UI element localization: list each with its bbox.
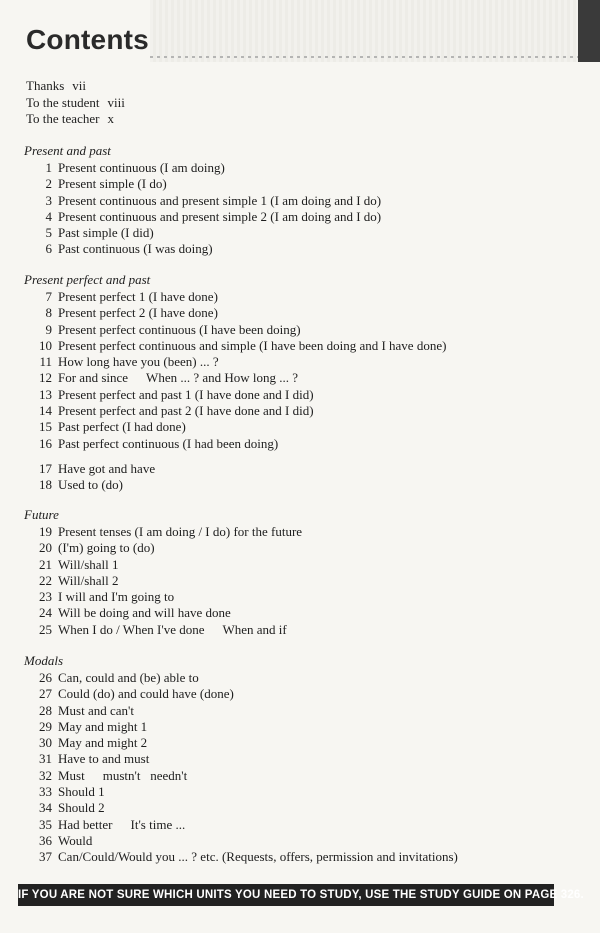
unit-number: 32 bbox=[39, 767, 52, 783]
unit-number: 7 bbox=[45, 289, 52, 304]
unit-title-extra: When ... ? and How long ... ? bbox=[146, 370, 299, 386]
unit-title: Will/shall 2 bbox=[58, 572, 119, 588]
unit-number: 22 bbox=[39, 572, 52, 588]
front-matter-label: To the teacher bbox=[26, 111, 100, 126]
unit-number: 12 bbox=[39, 370, 52, 386]
unit-item[interactable] bbox=[24, 849, 458, 865]
unit-title: Past continuous (I was doing) bbox=[58, 241, 213, 257]
unit-number: 11 bbox=[39, 354, 52, 370]
unit-number: 1 bbox=[45, 160, 52, 175]
unit-title: Should 1 bbox=[58, 784, 105, 800]
unit-item[interactable] bbox=[24, 354, 446, 370]
unit-title: May and might 2 bbox=[58, 735, 148, 751]
front-matter-item[interactable] bbox=[26, 95, 125, 112]
unit-item[interactable] bbox=[24, 817, 458, 833]
unit-title-extra: mustn't needn't bbox=[102, 767, 188, 783]
unit-number: 17 bbox=[39, 460, 52, 476]
unit-item[interactable] bbox=[24, 573, 302, 589]
unit-title: Past perfect continuous (I had been doing) bbox=[58, 435, 279, 451]
front-matter-page: x bbox=[107, 111, 114, 126]
unit-item[interactable] bbox=[24, 719, 458, 735]
unit-number: 5 bbox=[45, 225, 52, 241]
unit-item[interactable] bbox=[24, 338, 446, 354]
unit-title: Present perfect 2 (I have done) bbox=[58, 305, 218, 321]
unit-number: 13 bbox=[39, 386, 52, 402]
unit-title-extra: It's time ... bbox=[130, 816, 186, 832]
section-heading: Future bbox=[24, 507, 59, 522]
front-matter-label: To the student bbox=[26, 94, 100, 110]
unit-number: 34 bbox=[39, 800, 52, 816]
unit-item[interactable] bbox=[24, 289, 446, 305]
study-guide-banner: IF YOU ARE NOT SURE WHICH UNITS YOU NEED TO STUDY, USE THE STUDY GUIDE ON PAGE 326. bbox=[18, 884, 554, 906]
unit-item[interactable] bbox=[24, 160, 381, 176]
unit-title: Present tenses (I am doing / I do) for the future bbox=[58, 524, 303, 539]
unit-item[interactable] bbox=[24, 605, 302, 621]
unit-title: Past simple (I did) bbox=[58, 225, 154, 241]
unit-item[interactable] bbox=[24, 540, 302, 556]
unit-item[interactable] bbox=[24, 225, 381, 241]
unit-number: 25 bbox=[39, 621, 52, 637]
unit-item[interactable] bbox=[24, 419, 446, 435]
unit-number: 18 bbox=[39, 477, 52, 493]
unit-title: Used to (do) bbox=[58, 477, 123, 493]
unit-number: 27 bbox=[39, 686, 52, 702]
unit-number: 33 bbox=[39, 784, 52, 800]
unit-item[interactable] bbox=[24, 370, 446, 386]
unit-item[interactable] bbox=[24, 703, 458, 719]
unit-title: Will/shall 1 bbox=[58, 556, 119, 572]
unit-title: Present perfect and past 1 (I have done and I did) bbox=[58, 386, 314, 402]
unit-item[interactable] bbox=[24, 735, 458, 751]
unit-title: Present simple (I do) bbox=[58, 176, 167, 192]
unit-title: For and since bbox=[58, 370, 129, 386]
unit-item[interactable] bbox=[24, 622, 302, 638]
unit-number: 31 bbox=[39, 751, 52, 767]
section-heading: Present perfect and past bbox=[24, 272, 151, 287]
unit-number: 29 bbox=[39, 718, 52, 734]
unit-title: Present perfect and past 2 (I have done and I did) bbox=[58, 403, 314, 419]
header-texture bbox=[150, 0, 580, 62]
unit-number: 14 bbox=[39, 403, 52, 419]
unit-item[interactable] bbox=[24, 387, 446, 403]
unit-number: 6 bbox=[45, 241, 52, 257]
front-matter-page: viii bbox=[107, 94, 125, 110]
unit-title: Present continuous and present simple 2 (I am doing and I do) bbox=[58, 208, 382, 224]
front-matter-list bbox=[26, 78, 125, 128]
unit-item[interactable] bbox=[24, 436, 446, 452]
unit-number: 3 bbox=[45, 192, 52, 208]
unit-number: 8 bbox=[45, 305, 52, 321]
unit-item[interactable] bbox=[24, 322, 446, 338]
unit-item[interactable] bbox=[24, 800, 458, 816]
unit-title: May and might 1 bbox=[58, 718, 148, 734]
unit-title: Will be doing and will have done bbox=[58, 605, 231, 621]
unit-title: Should 2 bbox=[58, 800, 105, 816]
unit-title: Past perfect (I had done) bbox=[58, 419, 186, 435]
unit-item[interactable] bbox=[24, 305, 446, 321]
unit-title: I will and I'm going to bbox=[58, 589, 175, 605]
unit-item[interactable] bbox=[24, 176, 381, 192]
unit-title: Would bbox=[58, 832, 93, 848]
unit-item[interactable] bbox=[24, 461, 446, 477]
unit-number: 37 bbox=[39, 849, 52, 865]
unit-number: 2 bbox=[45, 176, 52, 192]
unit-number: 28 bbox=[39, 702, 52, 718]
unit-number: 15 bbox=[39, 419, 52, 435]
front-matter-item[interactable] bbox=[26, 78, 125, 95]
unit-title: Present perfect continuous (I have been doing) bbox=[58, 321, 301, 337]
unit-title: Present continuous and present simple 1 (I am doing and I do) bbox=[58, 192, 382, 208]
unit-item[interactable] bbox=[24, 670, 458, 686]
unit-item[interactable] bbox=[24, 477, 446, 493]
unit-item[interactable] bbox=[24, 557, 302, 573]
unit-item[interactable] bbox=[24, 241, 381, 257]
unit-number: 20 bbox=[39, 540, 52, 556]
unit-title: (I'm) going to (do) bbox=[58, 540, 155, 556]
front-matter-page: vii bbox=[72, 78, 87, 93]
unit-item[interactable] bbox=[24, 589, 302, 605]
unit-item[interactable] bbox=[24, 784, 458, 800]
unit-number: 9 bbox=[45, 321, 52, 337]
unit-title: Had better bbox=[58, 816, 113, 832]
page-title: Contents bbox=[26, 24, 149, 55]
unit-title-extra: When and if bbox=[222, 621, 287, 637]
unit-number: 24 bbox=[39, 605, 52, 621]
unit-number: 23 bbox=[39, 589, 52, 605]
corner-tab bbox=[578, 0, 600, 62]
unit-title: Can/Could/Would you ... ? etc. (Requests, offers, permission and invitations) bbox=[58, 849, 458, 865]
section-future bbox=[24, 507, 302, 638]
unit-title: How long have you (been) ... ? bbox=[58, 354, 219, 370]
unit-item[interactable] bbox=[24, 524, 302, 540]
unit-number: 35 bbox=[39, 816, 52, 832]
unit-title: Present continuous (I am doing) bbox=[58, 160, 225, 175]
unit-title: Present perfect 1 (I have done) bbox=[58, 289, 218, 304]
unit-item[interactable] bbox=[24, 209, 381, 225]
unit-title: Must bbox=[58, 767, 85, 783]
section-present-perfect-and-past bbox=[24, 272, 446, 494]
section-modals bbox=[24, 653, 458, 866]
unit-title: When I do / When I've done bbox=[58, 621, 205, 637]
unit-item[interactable] bbox=[24, 686, 458, 702]
unit-item[interactable] bbox=[24, 768, 458, 784]
unit-title: Can, could and (be) able to bbox=[58, 670, 199, 685]
unit-number: 19 bbox=[39, 524, 52, 539]
front-matter-item[interactable] bbox=[26, 111, 125, 128]
unit-item[interactable] bbox=[24, 403, 446, 419]
unit-title: Have got and have bbox=[58, 460, 156, 476]
unit-number: 4 bbox=[45, 208, 52, 224]
header-dashed-rule bbox=[150, 56, 580, 58]
section-present-and-past bbox=[24, 143, 381, 258]
front-matter-label: Thanks bbox=[26, 78, 65, 93]
unit-item[interactable] bbox=[24, 751, 458, 767]
unit-title: Could (do) and could have (done) bbox=[58, 686, 234, 702]
unit-number: 30 bbox=[39, 735, 52, 751]
section-heading: Present and past bbox=[24, 143, 111, 158]
section-heading: Modals bbox=[24, 653, 63, 668]
unit-title: Have to and must bbox=[58, 751, 150, 767]
unit-item[interactable] bbox=[24, 833, 458, 849]
unit-number: 21 bbox=[39, 556, 52, 572]
unit-item[interactable] bbox=[24, 193, 381, 209]
unit-number: 16 bbox=[39, 435, 52, 451]
unit-number: 26 bbox=[39, 670, 52, 685]
unit-title: Present perfect continuous and simple (I have been doing and I have done) bbox=[58, 337, 447, 353]
unit-number: 36 bbox=[39, 832, 52, 848]
unit-number: 10 bbox=[39, 337, 52, 353]
unit-title: Must and can't bbox=[58, 702, 134, 718]
